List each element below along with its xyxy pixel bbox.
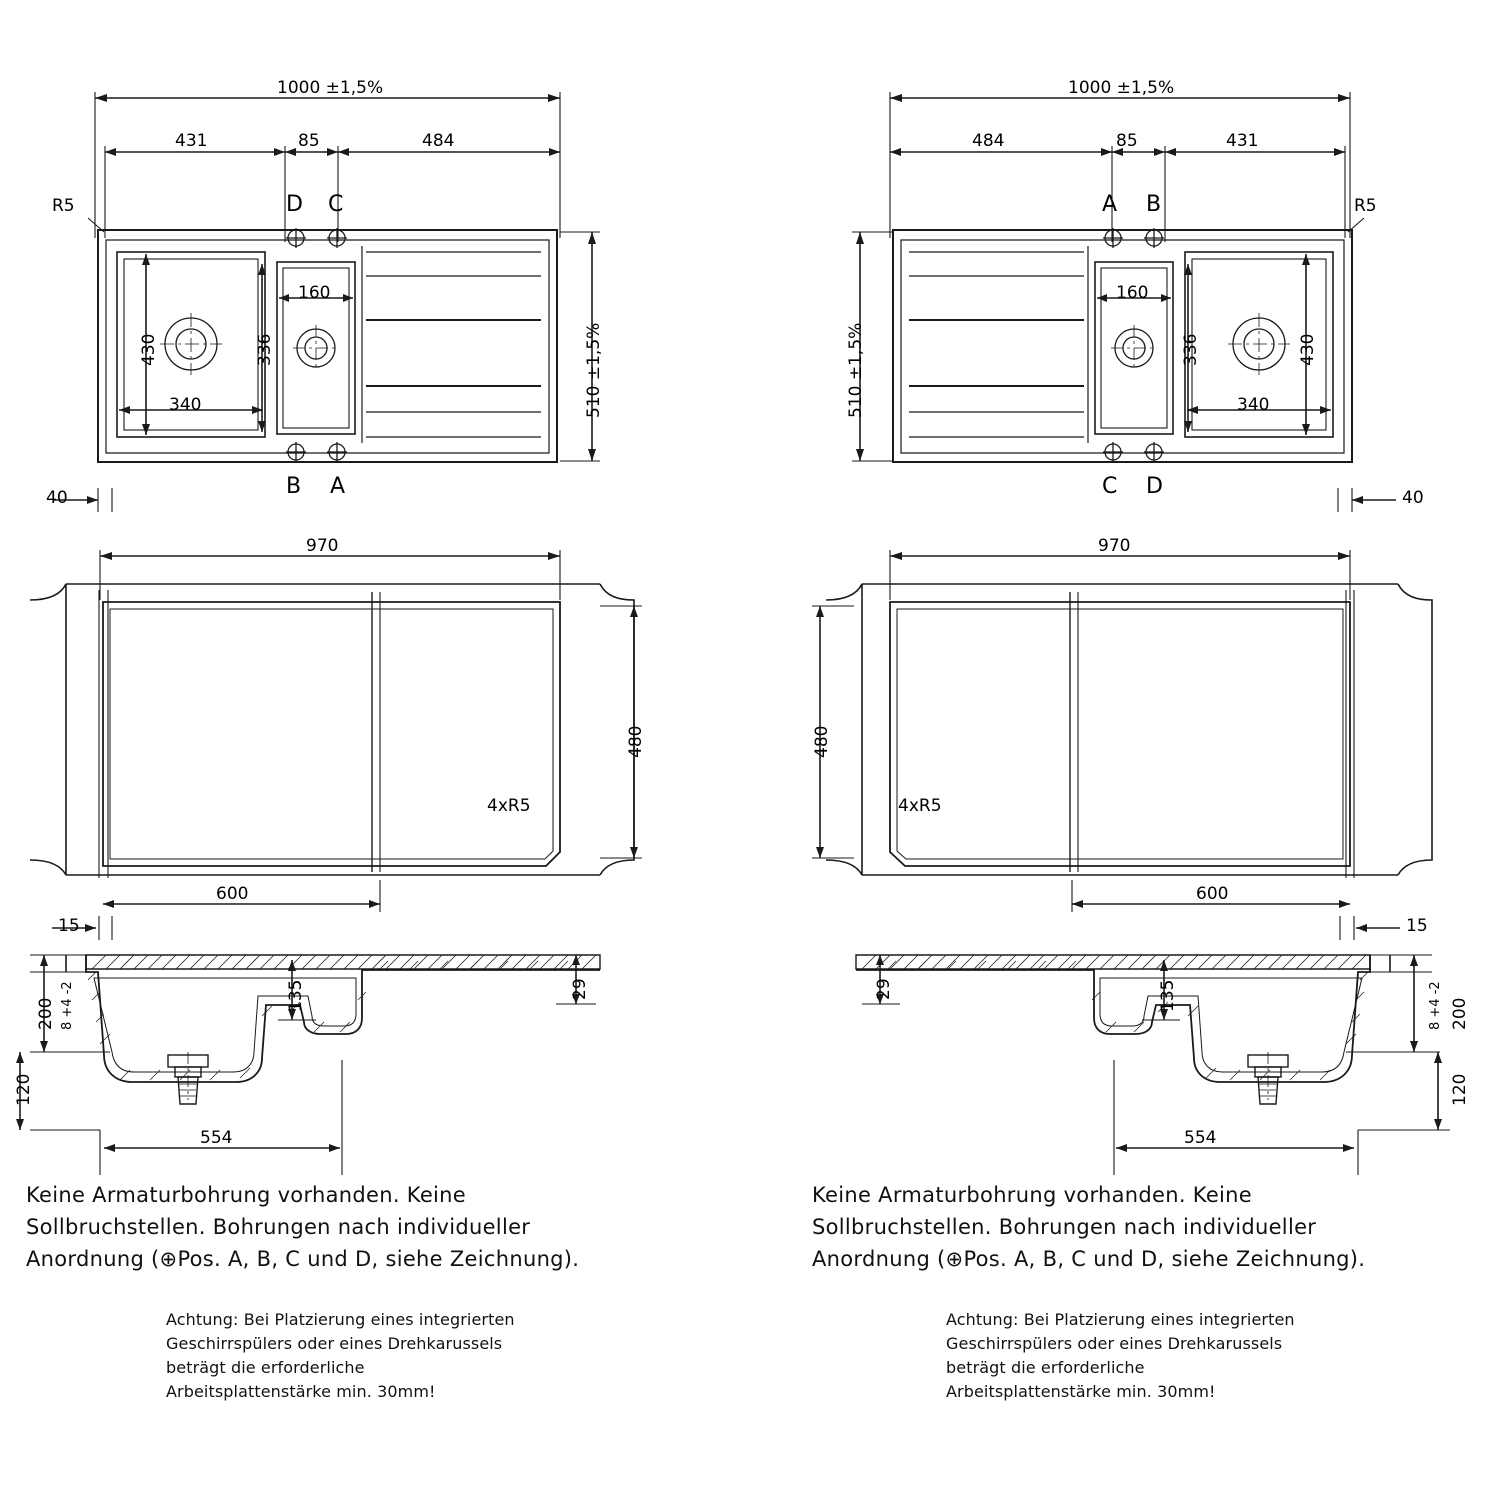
dim-small-bowl-width-left: 160 xyxy=(298,283,331,303)
dim-chain-85-right: 85 xyxy=(1116,131,1138,151)
label-r5-right: R5 xyxy=(1354,196,1377,216)
dim-cutout-edge-offset-right: 15 xyxy=(1406,916,1428,936)
dim-small-bowl-width-right: 160 xyxy=(1116,283,1149,303)
label-4xr5-right: 4xR5 xyxy=(898,796,942,816)
dim-small-bowl-depth-right: 336 xyxy=(1181,333,1201,366)
dim-bowl-width-left: 340 xyxy=(169,395,202,415)
dim-small-bowl-height-left: 135 xyxy=(286,979,306,1012)
right-panel-linework xyxy=(750,0,1500,1500)
dim-cutout-depth-right: 480 xyxy=(812,725,832,758)
dim-edge-offset-right: 40 xyxy=(1402,488,1424,508)
dim-bowl-depth-right: 430 xyxy=(1298,333,1318,366)
dim-bowl-width-right: 340 xyxy=(1237,395,1270,415)
dim-cutout-width-left: 970 xyxy=(306,536,339,556)
hole-label-c-left: C xyxy=(328,192,344,217)
dim-deck-thickness-right: 29 xyxy=(874,978,894,1000)
dim-small-bowl-height-right: 135 xyxy=(1158,979,1178,1012)
dim-cabinet-width-left: 554 xyxy=(200,1128,233,1148)
note-sub-line4-right: Arbeitsplattenstärke min. 30mm! xyxy=(946,1382,1216,1401)
dim-small-bowl-depth-left: 336 xyxy=(255,333,275,366)
note-main-line1-left: Keine Armaturbohrung vorhanden. Keine xyxy=(26,1183,467,1207)
dim-chain-484-left: 484 xyxy=(422,131,455,151)
dim-chain-85-left: 85 xyxy=(298,131,320,151)
dim-cabinet-width-right: 554 xyxy=(1184,1128,1217,1148)
note-sub-line2-right: Geschirrspülers oder eines Drehkarussels xyxy=(946,1334,1283,1353)
hole-label-b-left: B xyxy=(286,474,302,499)
note-main-line2-left: Sollbruchstellen. Bohrungen nach individueller xyxy=(26,1215,531,1239)
note-sub-line3-right: beträgt die erforderliche xyxy=(946,1358,1145,1377)
dim-bowl-height-right: 200 xyxy=(1450,997,1470,1030)
dim-cutout-edge-offset-left: 15 xyxy=(58,916,80,936)
note-sub-line1-left: Achtung: Bei Platzierung eines integrierten xyxy=(166,1310,515,1329)
hole-label-a-left: A xyxy=(330,474,346,499)
dim-cutout-inner-width-right: 600 xyxy=(1196,884,1229,904)
note-sub-line2-left: Geschirrspülers oder eines Drehkarussels xyxy=(166,1334,503,1353)
note-main-line3-left: Anordnung (⊕Pos. A, B, C und D, siehe Zeichnung). xyxy=(26,1247,580,1271)
hole-label-a-right: A xyxy=(1102,192,1118,217)
dim-overall-depth-right: 510 ±1,5% xyxy=(846,322,866,418)
note-main-line3-right: Anordnung (⊕Pos. A, B, C und D, siehe Zeichnung). xyxy=(812,1247,1366,1271)
note-sub-line4-left: Arbeitsplattenstärke min. 30mm! xyxy=(166,1382,436,1401)
hole-label-c-right: C xyxy=(1102,474,1118,499)
dim-chain-484-right: 484 xyxy=(972,131,1005,151)
dim-drain-height-left: 120 xyxy=(14,1073,34,1106)
note-sub-line1-right: Achtung: Bei Platzierung eines integrierten xyxy=(946,1310,1295,1329)
hole-label-d-left: D xyxy=(286,192,303,217)
note-main-line1-right: Keine Armaturbohrung vorhanden. Keine xyxy=(812,1183,1253,1207)
dim-overall-width-left: 1000 ±1,5% xyxy=(277,78,384,98)
label-4xr5-left: 4xR5 xyxy=(487,796,531,816)
drawing-panel-right xyxy=(750,0,1500,1500)
dim-cutout-width-right: 970 xyxy=(1098,536,1131,556)
dim-rim-thickness-right: 8 +4 -2 xyxy=(1428,981,1443,1030)
dim-rim-thickness-left: 8 +4 -2 xyxy=(60,981,75,1030)
dim-drain-height-right: 120 xyxy=(1450,1073,1470,1106)
hole-label-d-right: D xyxy=(1146,474,1163,499)
hole-label-b-right: B xyxy=(1146,192,1162,217)
label-r5-left: R5 xyxy=(52,196,75,216)
dim-chain-431-left: 431 xyxy=(175,131,208,151)
dim-bowl-height-left: 200 xyxy=(36,997,56,1030)
note-sub-line3-left: beträgt die erforderliche xyxy=(166,1358,365,1377)
dim-deck-thickness-left: 29 xyxy=(570,978,590,1000)
dim-edge-offset-left: 40 xyxy=(46,488,68,508)
dim-cutout-inner-width-left: 600 xyxy=(216,884,249,904)
dim-cutout-depth-left: 480 xyxy=(626,725,646,758)
dim-chain-431-right: 431 xyxy=(1226,131,1259,151)
dim-overall-width-right: 1000 ±1,5% xyxy=(1068,78,1175,98)
note-main-line2-right: Sollbruchstellen. Bohrungen nach individueller xyxy=(812,1215,1317,1239)
dim-overall-depth-left: 510 ±1,5% xyxy=(584,322,604,418)
dim-bowl-depth-left: 430 xyxy=(139,333,159,366)
